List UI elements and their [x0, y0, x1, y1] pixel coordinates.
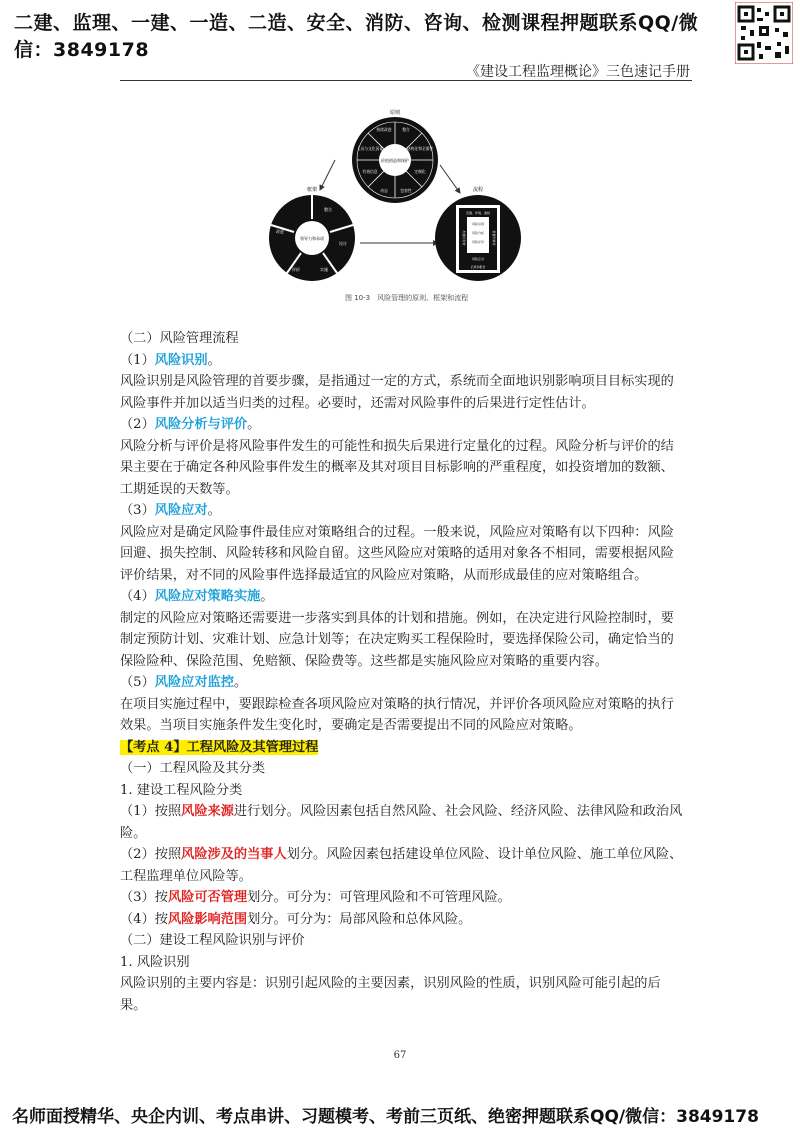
- risk-management-diagram: [260, 105, 530, 305]
- section-heading: （二）建设工程风险识别与评价: [120, 933, 305, 948]
- figure-caption: 图 10-3 风险管理的原则、框架和流程: [345, 294, 469, 302]
- item-text: 进行划分。风险因素包括自然风险、社会风险、经济风险、法律风险和政治风险。: [120, 804, 683, 841]
- section-heading: （一）工程风险及其分类: [120, 761, 266, 776]
- principles-center: 价值创造和保护: [381, 158, 409, 163]
- item-keyword: 风险来源: [181, 804, 234, 819]
- paragraph: 风险分析与评价是将风险事件发生的可能性和损失后果进行定量化的过程。风险分析与评价的结果主要在于确定各种风险事件发生的概率及其对项目目标影响的严重程度，如投资增加的数额、工期延误的天数等。: [120, 438, 674, 497]
- step-number: （5）: [120, 675, 155, 690]
- classification-item: [120, 887, 685, 909]
- paragraph: 制定的风险应对策略还需要进一步落实到具体的计划和措施。例如，在决定进行风险控制时，要制定预防计划、灾难计划、应急计划等；在决定购买工程保险时，要选择保险公司，确定恰当的保险险种、保险范围、免赔额、保险费等。这些都是实施风险应对策略的重要内容。: [120, 610, 674, 669]
- paragraph: 风险识别是风险管理的首要步骤，是指通过一定的方式，系统而全面地识别影响项目目标实现的风险事件并加以适当归类的过程。必要时，还需对风险事件的后果进行定性估计。: [120, 374, 674, 411]
- framework-item: 实施: [320, 267, 328, 272]
- connector-left: [320, 160, 335, 190]
- subsection-heading: 1. 建设工程风险分类: [120, 782, 243, 798]
- item-keyword: 风险涉及的当事人: [181, 847, 287, 862]
- paragraph: 风险识别的主要内容是：识别引起风险的主要因素，识别风险的性质，识别风险可能引起的后果。: [120, 976, 661, 1013]
- step-heading: [120, 350, 685, 372]
- step-end: 。: [207, 352, 221, 368]
- step-keyword: 风险应对监控: [154, 675, 234, 690]
- exam-point-heading: [120, 737, 685, 759]
- step-number: （4）: [120, 589, 155, 604]
- step-keyword: 风险应对策略实施: [154, 589, 261, 604]
- principle-item: 人员与文化因素: [356, 146, 384, 151]
- step-number: （2）: [120, 417, 155, 432]
- item-prefix: （2）按照: [120, 847, 182, 862]
- section-heading: （二）风险管理流程: [120, 331, 239, 346]
- step-heading: [120, 414, 685, 436]
- item-prefix: （3）按: [120, 890, 168, 905]
- paragraph: 在项目实施过程中，要跟踪检查各项风险应对策略的执行情况，并评价各项风险应对策略的执行效果。当项目实施条件发生变化时，要确定是否需要提出不同的风险应对策略。: [120, 696, 674, 733]
- bottom-banner: 名师面授精华、央企内训、考点串讲、习题模考、考前三页纸、绝密押题联系QQ/微信：3849178: [12, 1107, 759, 1127]
- step-end: 。: [233, 675, 248, 690]
- step-end: 。: [247, 417, 261, 432]
- framework-item: 改进: [276, 229, 284, 234]
- step-number: （3）: [120, 503, 155, 518]
- step-end: 。: [207, 503, 221, 518]
- item-keyword: 风险影响范围: [167, 911, 248, 927]
- item-prefix: （4）按: [120, 911, 168, 927]
- item-text: 划分。风险因素包括建设单位风险、设计单位风险、施工单位风险、工程监理单位风险等。: [120, 847, 683, 884]
- framework-center: 领导力和承诺: [300, 236, 324, 241]
- paragraph: 风险应对是确定风险事件最佳应对策略组合的过程。一般来说，风险应对策略有以下四种：风险回避、损失控制、风险转移和风险自留。这些风险应对策略的适用对象各不相同，需要根据风险评价结果，对不同的风险事件选择最适宜的风险应对策略，从而形成最佳的应对策略组合。: [120, 524, 674, 583]
- process-item: 范围、环境、准则: [465, 211, 491, 215]
- principle-item: 包容性: [400, 188, 412, 193]
- header-divider: [120, 80, 692, 81]
- classification-item: [120, 844, 685, 887]
- principle-item: 整合: [402, 127, 410, 132]
- framework-label: 框架: [306, 187, 318, 193]
- framework-item: 设计: [339, 241, 347, 246]
- principle-item: 结构化和全面性: [406, 146, 434, 151]
- item-text: 划分。可分为：可管理风险和不可管理风险。: [247, 890, 511, 905]
- main-content: [120, 328, 685, 1016]
- top-banner: 二建、监理、一建、一造、二造、安全、消防、咨询、检测课程押题联系QQ/微信：3849178: [14, 12, 699, 61]
- subsection-heading: 1. 风险识别: [120, 954, 190, 970]
- principles-label: 原则: [389, 110, 401, 116]
- process-label: 流程: [472, 187, 484, 193]
- connector-right: [440, 165, 460, 193]
- step-keyword: 风险应对: [154, 503, 208, 518]
- principle-item: 持续改进: [376, 127, 392, 132]
- process-item: 风险应对: [471, 257, 485, 261]
- principle-item: 有效信息: [362, 169, 378, 174]
- process-item: 沟通和咨询: [462, 230, 466, 246]
- step-number: （1）: [120, 352, 155, 368]
- step-keyword: 风险识别: [154, 352, 208, 368]
- process-item: 监督和审查: [492, 230, 496, 246]
- process-item: 记录和报告: [470, 265, 486, 269]
- step-heading: [120, 500, 685, 522]
- qr-code-icon: [735, 2, 793, 64]
- framework-item: 评价: [292, 267, 300, 272]
- process-item: 风险分析: [471, 231, 485, 235]
- principle-item: 动态: [380, 188, 388, 193]
- item-prefix: （1）按照: [120, 804, 182, 819]
- step-heading: [120, 586, 685, 608]
- exam-point-highlight: 【考点 4】工程风险及其管理过程: [120, 739, 319, 755]
- item-keyword: 风险可否管理: [167, 890, 248, 905]
- framework-item: 整合: [324, 207, 332, 212]
- page-number: 67: [393, 1050, 407, 1061]
- header-title: 《建设工程监理概论》三色速记手册: [466, 64, 690, 80]
- step-end: 。: [260, 589, 274, 604]
- step-heading: [120, 672, 685, 694]
- step-keyword: 风险分析与评价: [154, 417, 248, 432]
- classification-item: [120, 801, 685, 844]
- process-item: 风险评价: [471, 240, 485, 244]
- classification-item: [120, 909, 685, 931]
- process-item: 风险识别: [471, 222, 485, 226]
- principle-item: 定制化: [414, 169, 426, 174]
- item-text: 划分。可分为：局部风险和总体风险。: [247, 911, 472, 927]
